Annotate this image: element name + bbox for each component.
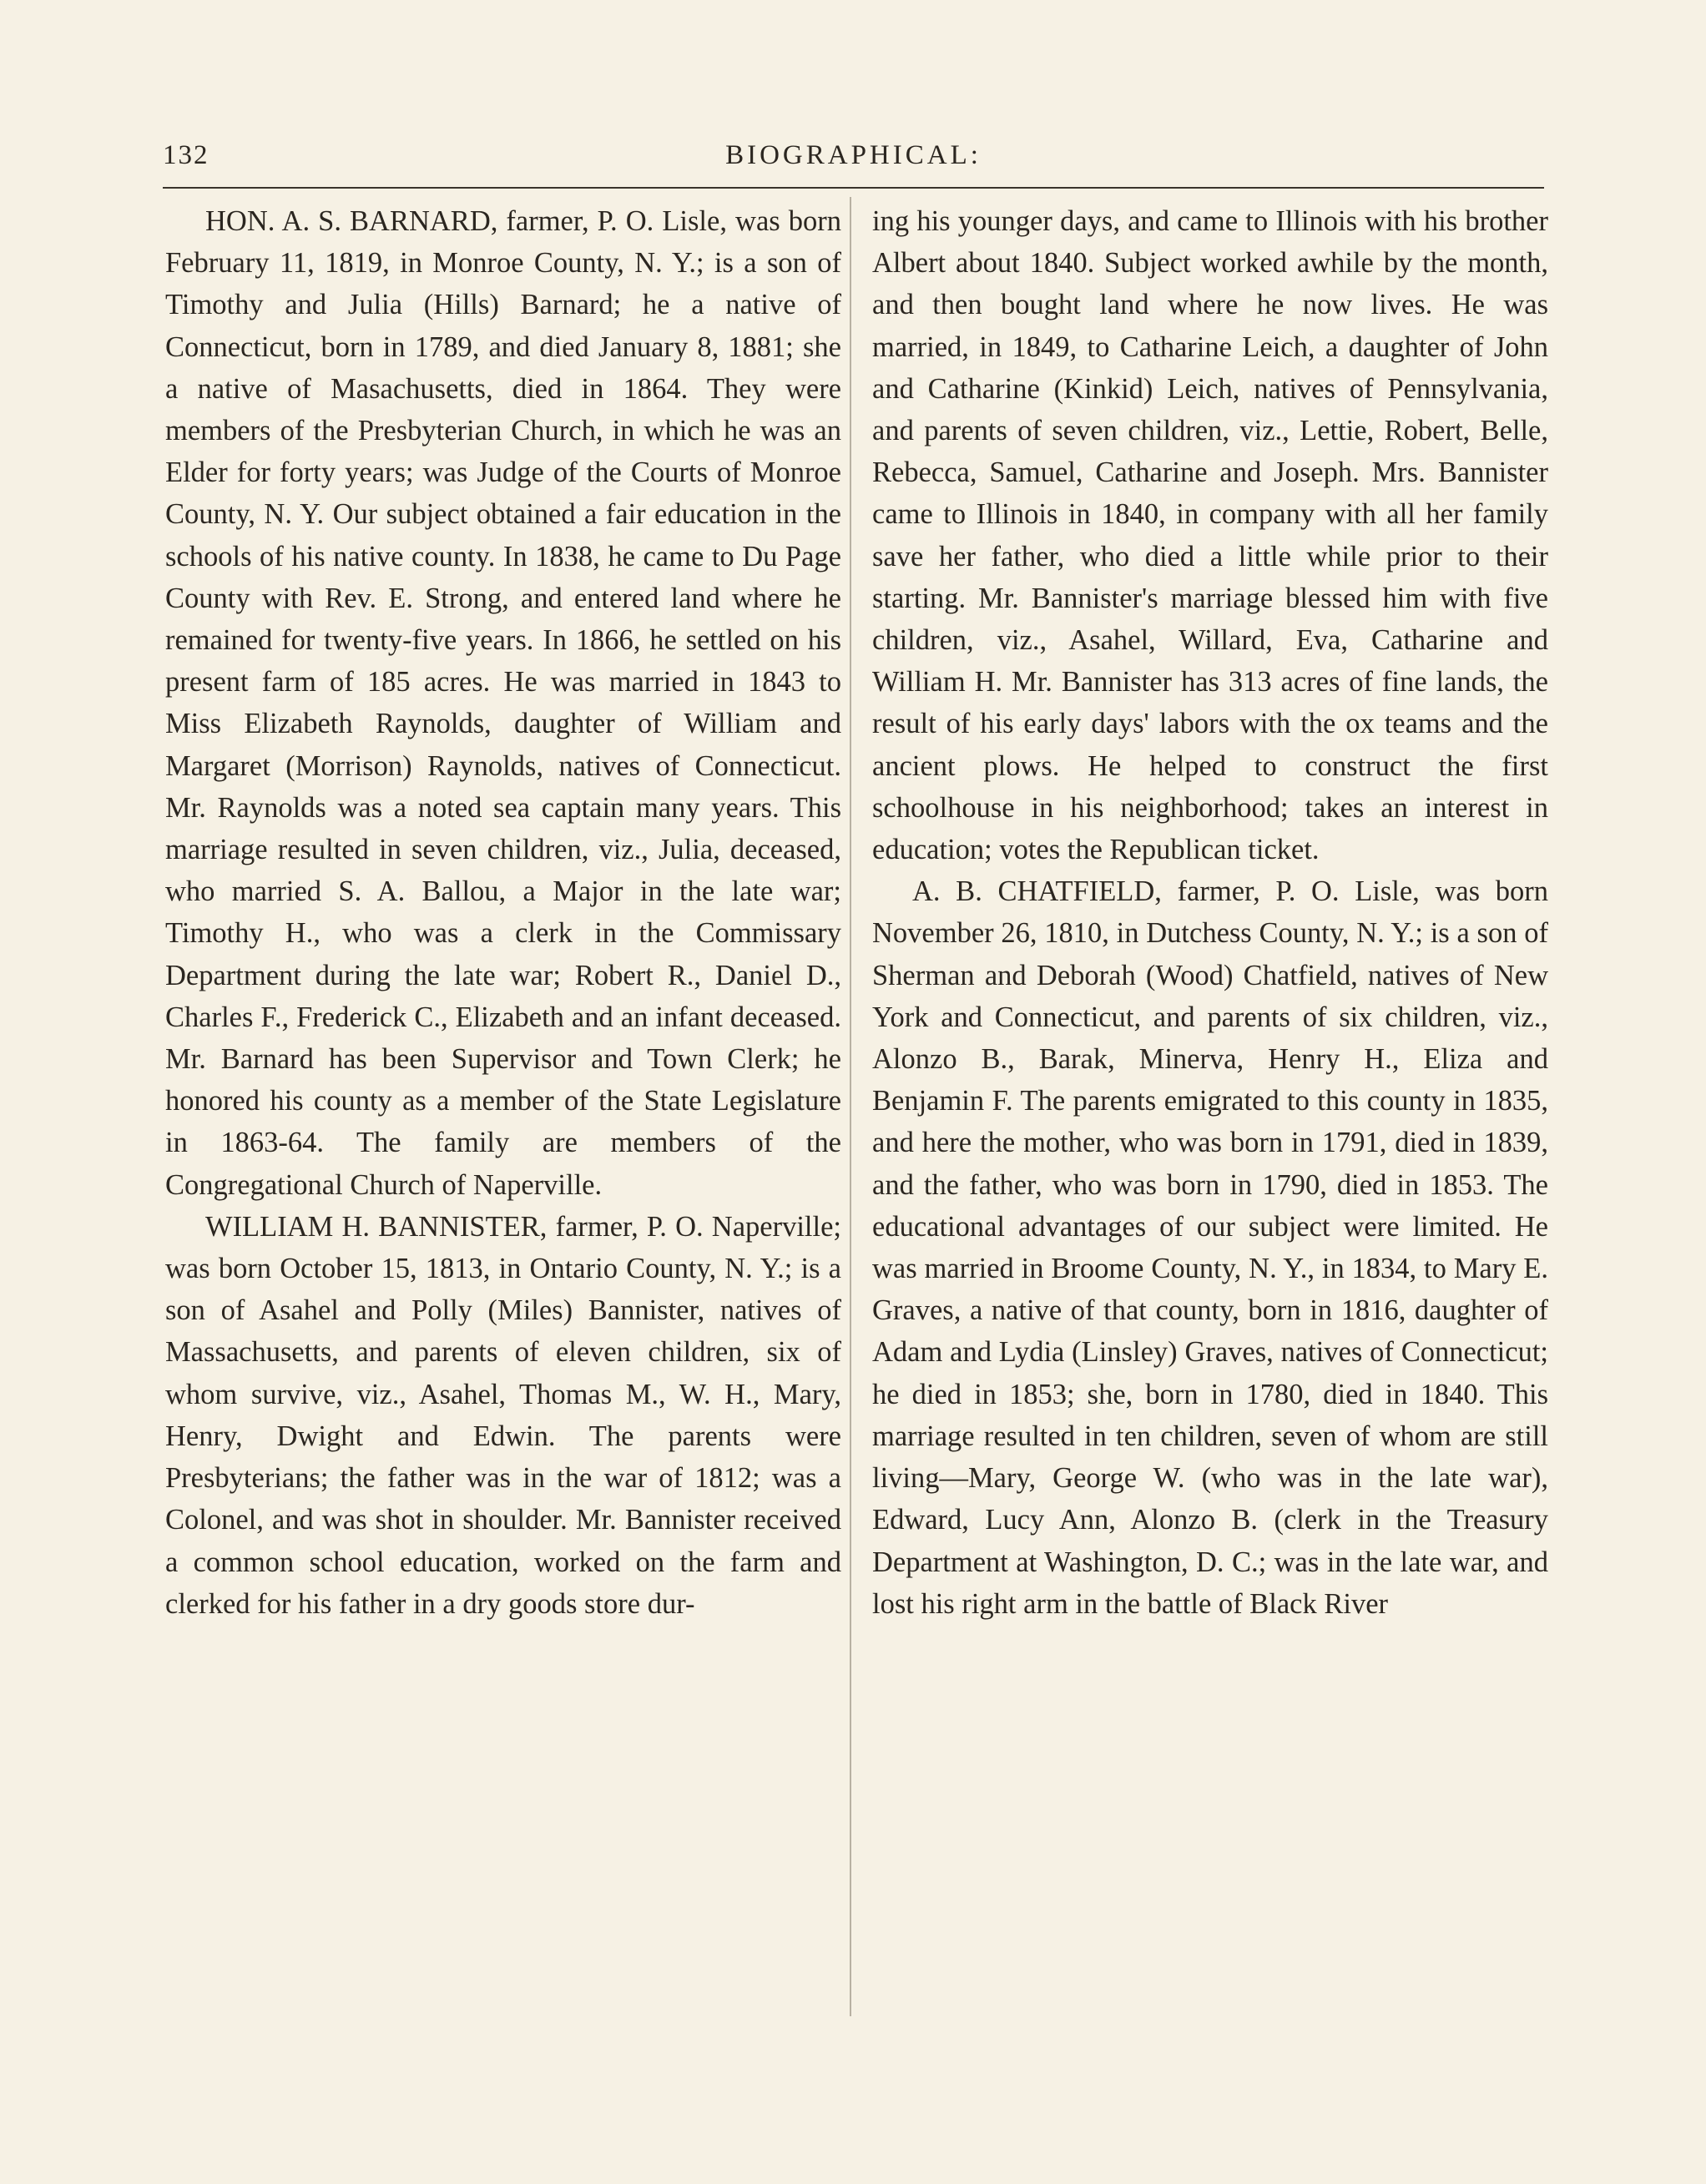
entry-bannister: WILLIAM H. BANNISTER, farmer, P. O. Naperville; was born October 15, 1813, in Ontario County, N. Y.; is a son of Asahel and Polly (Miles) Bannister, natives of Massachusetts, and parents of eleven children, six of whom survive, viz., Asahel, Thomas M., W. H., Mary, Henry, Dwight and Edwin. The parents were Presbyterians; the father was in the war of 1812; was a Colonel, and was shot in shoulder. Mr. Bannister received a common school education, worked on the farm and clerked for his father in a dry goods store dur-: [165, 1210, 841, 1620]
column-divider: [850, 197, 851, 2016]
entry-chatfield: A. B. CHATFIELD, farmer, P. O. Lisle, was born November 26, 1810, in Dutchess County, N. Y.; is a son of Sherman and Deborah (Wood) Chatfield, natives of New York and Connecticut, and parents of six children, viz., Alonzo B., Barak, Minerva, Henry H., Eliza and Benjamin F. The parents emigrated to this county in 1835, and here the mother, who was born in 1791, died in 1839, and the father, who was born in 1790, died in 1853. The educational advantages of our subject were limited. He was married in Broome County, N. Y., in 1834, to Mary E. Graves, a native of that county, born in 1816, daughter of Adam and Lydia (Linsley) Graves, natives of Connecticut; he died in 1853; she, born in 1780, died in 1840. This marriage resulted in ten children, seven of whom are still living—Mary, George W. (who was in the late war), Edward, Lucy Ann, Alonzo B. (clerk in the Treasury Department at Washington, D. C.; was in the late war, and lost his right arm in the battle of Black River: [872, 875, 1548, 1620]
right-column: [872, 200, 1548, 1625]
running-head: BIOGRAPHICAL:: [725, 140, 982, 170]
header-rule: [163, 187, 1544, 189]
left-column: [165, 200, 841, 1625]
entry-bannister-continued: ing his younger days, and came to Illinois with his brother Albert about 1840. Subject worked awhile by the month, and then bought land where he now lives. He was married, in 1849, to Catharine Leich, a daughter of John and Catharine (Kinkid) Leich, natives of Pennsylvania, and parents of seven children, viz., Lettie, Robert, Belle, Rebecca, Samuel, Catharine and Joseph. Mrs. Bannister came to Illinois in 1840, in company with all her family save her father, who died a little while prior to their starting. Mr. Bannister's marriage blessed him with five children, viz., Asahel, Willard, Eva, Catharine and William H. Mr. Bannister has 313 acres of fine lands, the result of his early days' labors with the ox teams and the ancient plows. He helped to construct the first schoolhouse in his neighborhood; takes an interest in education; votes the Republican ticket.: [872, 205, 1548, 866]
page-number: 132: [163, 140, 209, 170]
page-header: [163, 140, 1544, 182]
entry-barnard: HON. A. S. BARNARD, farmer, P. O. Lisle, was born February 11, 1819, in Monroe County, N. Y.; is a son of Timothy and Julia (Hills) Barnard; he a native of Connecticut, born in 1789, and died January 8, 1881; she a native of Masachusetts, died in 1864. They were members of the Presbyterian Church, in which he was an Elder for forty years; was Judge of the Courts of Monroe County, N. Y. Our subject obtained a fair education in the schools of his native county. In 1838, he came to Du Page County with Rev. E. Strong, and entered land where he remained for twenty-five years. In 1866, he settled on his present farm of 185 acres. He was married in 1843 to Miss Elizabeth Raynolds, daughter of William and Margaret (Morrison) Raynolds, natives of Connecticut. Mr. Raynolds was a noted sea captain many years. This marriage resulted in seven children, viz., Julia, deceased, who married S. A. Ballou, a Major in the late war; Timothy H., who was a clerk in the Commissary Department during the late war; Robert R., Daniel D., Charles F., Frederick C., Elizabeth and an infant deceased. Mr. Barnard has been Supervisor and Town Clerk; he honored his county as a member of the State Legislature in 1863-64. The family are members of the Congregational Church of Naperville.: [165, 205, 841, 1201]
